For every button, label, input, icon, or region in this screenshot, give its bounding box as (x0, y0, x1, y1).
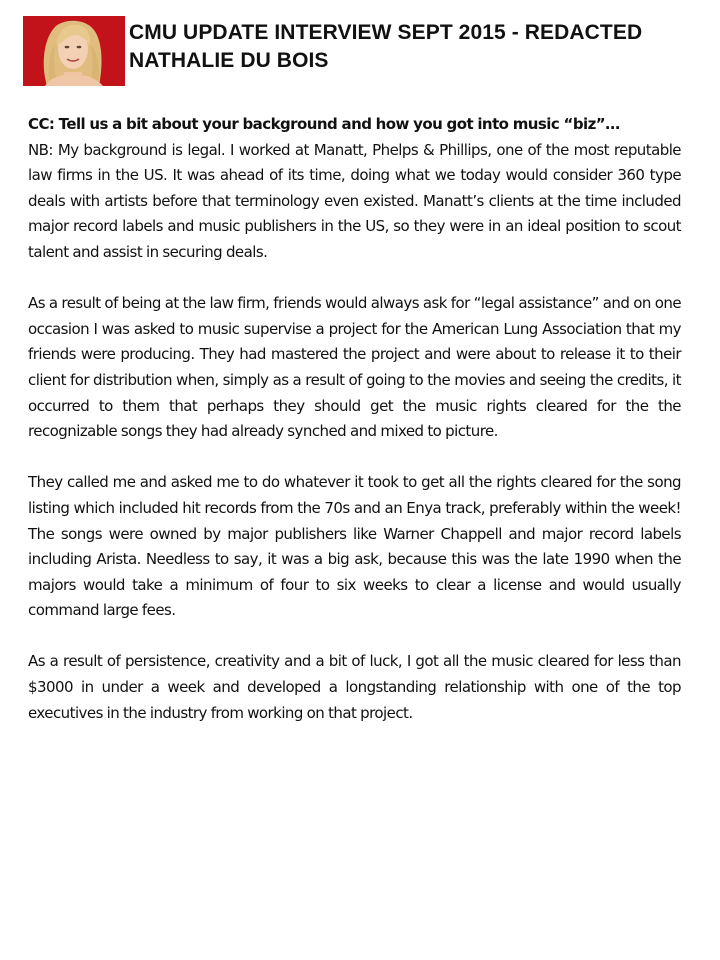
answer-paragraph-4: As a result of persistence, creativity and a bit of luck, I got all the music cleared for less than $3000 in under a week and developed a longstanding relationship with one of the top executives in the industry from working on that project. (28, 652, 681, 722)
interview-body (28, 112, 681, 752)
interview-question: CC: Tell us a bit about your background and how you got into music “biz”… (28, 115, 620, 133)
interviewee-name: NATHALIE DU BOIS (129, 49, 329, 72)
document-header (129, 19, 714, 75)
answer-paragraph-3: They called me and asked me to do whatever it took to get all the rights cleared for the song listing which included hit records from the 70s and an Enya track, preferably within the week! The songs were owned by major publishers like Warner Chappell and major record labels including Arista. Needless to say, it was a big ask, because this was the late 1990 when the majors would take a minimum of four to six weeks to clear a license and would usually command large fees. (28, 473, 681, 620)
document-title: CMU UPDATE INTERVIEW SEPT 2015 - REDACTED (129, 21, 643, 44)
interview-qa (28, 112, 681, 266)
portrait-photo (23, 16, 125, 86)
answer-paragraph-2: As a result of being at the law firm, friends would always ask for “legal assistance” and on one occasion I was asked to music supervise a project for the American Lung Association that my friends were producing. They had mastered the project and were about to release it to their client for distribution when, simply as a result of going to the movies and seeing the credits, it occurred to them that perhaps they should get the music rights cleared for the the recognizable songs they had already synched and mixed to picture. (28, 294, 681, 441)
interview-answer: NB: My background is legal. I worked at Manatt, Phelps & Phillips, one of the most reputable law firms in the US. It was ahead of its time, doing what we today would consider 360 type deals with artists before that terminology even existed. Manatt’s clients at the time included major record labels and music publishers in the US, so they were in an ideal position to scout talent and assist in securing deals. (28, 140, 681, 261)
